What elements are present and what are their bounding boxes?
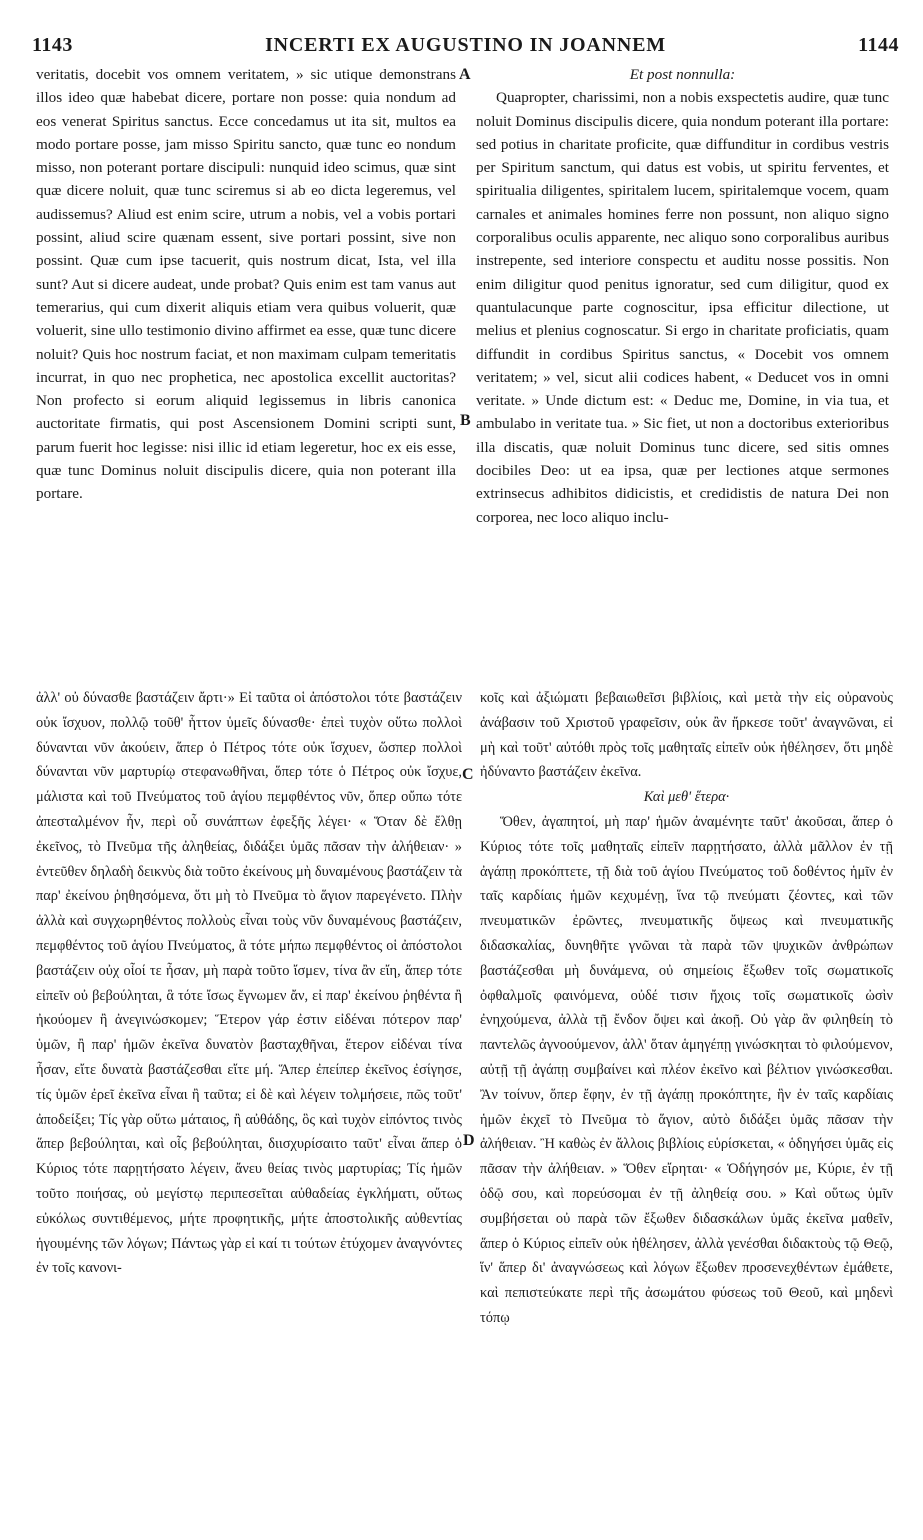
page-number-left: 1143 <box>32 34 73 56</box>
greek-column-right <box>480 686 893 1331</box>
margin-marker-d: D <box>463 1132 475 1149</box>
greek-column-left <box>36 686 462 1281</box>
latin-right-text: Quapropter, charissimi, non a nobis exspectetis audire, quæ tunc noluit Dominus discipulis dicere, quia nondum poterant illa portare: sed potius in charitate proficite, quæ diffunditur in cordibus vestris per Spiritum sanctum, qui datus est vobis, ut spiritu ferventes, et spiritualia diligentes, spiritalem lucem, spiritalemque vocem, quam carnales et animales homines ferre non possunt, non aliquo signo corporalibus oculis apparente, nec aliquo sono corporalibus auribus instrepente, sed interiore conspectu et auditu nosse possitis. Non enim diligitur quod penitus ignoratur, sed cum diligitur, quod ex quantulacunque parte cognoscitur, ipsa efficitur dilectione, ut melius et plenius cognoscatur. Si ergo in charitate proficiatis, quam diffundit in cordibus Spiritus sanctus, « Docebit vos omnem veritatem; » vel, sicut alii codices habent, « Deducet vos in omni veritate. » Unde dictum est: « Deduc me, Domine, in via tua, et ambulabo in veritate tua. » Sic fiet, ut non a doctoribus exterioribus illa discatis, quæ noluit Dominus tunc dicere, sed sitis omnes docibiles Deo: ut ea ipsa, quæ per lectiones atque sermones extrinsecus adhibitos didicistis, et credidistis de natura Dei non corporea, nec loco aliquo inclu- <box>476 89 889 526</box>
page-number-right: 1144 <box>858 34 899 56</box>
greek-left-text: ἀλλ' οὐ δύνασθε βαστάζειν ἄρτι·» Εἰ ταῦτα οἱ ἀπόστολοι τότε βαστάζειν οὐκ ἴσχυον, πολλῷ τοῦθ' ἧττον ὑμεῖς δύνασθε· ἐπεὶ τυχὸν οὕτω πολλοὶ δύνανται νῦν ἀκούειν, ἅπερ ὁ Πέτρος τότε οὐκ ἴσχυεν, ὥσπερ πολλοὶ δύνανται νῦν μαρτυρίῳ στεφανωθῆναι, ὅπερ τότε ὁ Πέτρος οὐκ ἴσχυε, μάλιστα καὶ τοῦ Πνεύματος τοῦ ἁγίου πεμφθέντος νῦν, ὅπερ οὔπω τότε ἀπεσταλμένον ἦν, περὶ οὗ συνάπτων ἐφεξῆς λέγει· « Ὅταν δὲ ἔλθῃ ἐκεῖνος, τὸ Πνεῦμα τῆς ἀληθείας, διδάξει ὑμᾶς πᾶσαν τὴν ἀλήθειαν· » ἐντεῦθεν δηλαδὴ δεικνὺς διὰ τοῦτο ἐκείνους μὴ δυναμένους βαστάζειν τὰ παρ' ἐκείνου ῥηθησόμενα, ὅτι μὴ τὸ Πνεῦμα τὸ ἅγιον παρεγένετο. Πλὴν ἀλλὰ καὶ συγχωρηθέντος πολλοὺς εἶναι τοὺς νῦν δυναμένους βαστάζειν, πεμφθέντος τοῦ ἁγίου Πνεύματος, ἃ τότε μήπω πεμφθέντος οἱ ἀπόστολοι βαστάζειν οὐχ οἷοί τε ἦσαν, μὴ παρὰ τοῦτο ἴσμεν, τίνα ἂν εἴη, ἅπερ τότε εἰπεῖν οὐ βεβούληται, ἃ τότε ἴσως ἔγνωμεν ἄν, εἰ παρ' ἐκείνου ῥηθέντα ἢ ἠκούομεν ἢ ἀνεγινώσκομεν; Ἕτερον γάρ ἐστιν εἰδέναι πότερον παρ' ὑμῶν, ἢ παρ' ἡμῶν ἐκεῖνα δυνατὸν βασταχθῆναι, ἕτερον εἰδέναι τίνα ἦσαν, εἴτε δυνατὰ βαστάζεσθαι εἴτε μή. Ἅπερ ἐπείπερ ἐκεῖνος ἐσίγησε, τίς ὑμῶν ἐρεῖ ἐκεῖνα εἶναι ἢ ταῦτα; εἰ δὲ καὶ λέγειν τολμήσειε, πῶς τοῦτ' ἀποδείξει; Τίς γὰρ οὕτω μάταιος, ἢ αὐθάδης, ὃς καὶ τυχὸν εἰπόντος τινὸς ἅπερ βεβούληται, καὶ οἷς βεβούληται, διισχυρίσαιτο ταῦτ' εἶναι ἅπερ ὁ Κύριος τότε παρῃτήσατο λέγειν, ἄνευ θείας τινὸς μαρτυρίας; Τίς ἡμῶν τοῦτο ποιήσας, οὐ μεγίστῳ περιπεσεῖται αὐθαδείας ἐγκλήματι, οὔτως εὐκόλως συντιθέμενος, μήτε προφητικῆς, μήτε ἀποστολικῆς αὐθεντίας ἡγουμένης τῶν λόγων; Πάντως γὰρ εἰ καί τι τούτων ἐτύχομεν ἀναγνόντες ἐν τοῖς κανονι- <box>36 690 462 1277</box>
greek-right-continuation: κοῖς καὶ ἀξιώματι βεβαιωθεῖσι βιβλίοις, καὶ μετὰ τὴν εἰς οὐρανοὺς ἀνάβασιν τοῦ Χριστοῦ γραφεῖσιν, οὐκ ἂν ἤρκεσε τοῦτ' ἀναγνῶναι, εἰ μὴ καὶ τοῦτ' αὐτόθι πρὸς τοῖς μαθηταῖς εἰπεῖν οὐκ ἠθέλησεν, ὅτι μηδὲ ἠδύναντο βαστάζειν ἐκεῖνα. <box>480 690 893 781</box>
running-title: INCERTI EX AUGUSTINO IN JOANNEM <box>265 34 666 56</box>
margin-marker-b: B <box>460 412 471 429</box>
latin-right-heading: Et post nonnulla: <box>629 66 736 83</box>
greek-right-text: Ὅθεν, ἀγαπητοί, μὴ παρ' ἡμῶν ἀναμένητε ταῦτ' ἀκοῦσαι, ἅπερ ὁ Κύριος τότε τοῖς μαθηταῖς εἰπεῖν παρῃτήσατο, ἀλλὰ μᾶλλον ἐν τῇ ἀγάπῃ προκόπτετε, τῇ διὰ τοῦ ἁγίου Πνεύματος τοῦ δοθέντος ἡμῖν ἐν ταῖς καρδίαις ἡμῶν κεχυμένῃ, ἵνα τῷ πνεύματι ζέοντες, καὶ τῶν πνευματικῶν ἐρῶντες, πνευματικῆς ὄψεως καὶ πνευματικῆς διδασκαλίας, δυνηθῆτε γνῶναι τὰ παρὰ τῶν ψυχικῶν ἀνθρώπων βαστάζεσθαι μὴ δυνάμενα, οὐ σημείοις ἔξωθεν τοῖς σωματικοῖς ὀφθαλμοῖς φαινόμενα, οὐδέ τισιν ἤχοις τοῖς σωματικοῖς ὠσὶν ἐνηχούμενα, ἀλλὰ τῇ ἔνδον ὄψει καὶ ἀκοῇ. Οὐ γὰρ ἂν φιληθείη τὸ παντελῶς ἀγνοούμενον, ἀλλ' ὅταν ἁμηγέπῃ γινώσκηται τὸ φιλούμενον, αὐτῇ τῇ ἀγάπῃ συμβαίνει καὶ πλέον ἐκεῖνο καὶ βέλτιον γινώσκεσθαι. Ἂν τοίνυν, ὅπερ ἔφην, ἐν τῇ ἀγάπῃ προκόπτητε, ἣν ἐν ταῖς καρδίαις ἡμῶν ἐκχεῖ τὸ Πνεῦμα τὸ ἅγιον, αὐτὸ διδάξει ὑμᾶς πᾶσαν τὴν ἀλήθειαν. Ἢ καθὼς ἐν ἄλλοις βιβλίοις εὑρίσκεται, « ὁδηγήσει ὑμᾶς εἰς πᾶσαν τὴν ἀλήθειαν. » Ὅθεν εἴρηται· « Ὁδήγησόν με, Κύριε, ἐν τῇ ὁδῷ σου, καὶ πορεύσομαι ἐν τῇ ἀληθείᾳ σου. » Καὶ οὕτως ὑμῖν συμβήσεται οὐ παρὰ τῶν ἔξωθεν διδασκάλων ὑμᾶς ἐκεῖνα μαθεῖν, ἅπερ ὁ Κύριος εἰπεῖν οὐκ ἠθέλησεν, ἀλλὰ γενέσθαι διδακτοὺς τῷ Θεῷ, ἵν' ἅπερ δι' ἀναγνώσεως καὶ λόγων ἔξωθεν προσενεχθέντων ἐμάθετε, καὶ πεπιστεύκατε περὶ τῆς ἀσωμάτου φύσεως τοῦ Θεοῦ, καὶ μηδενὶ τόπῳ <box>480 813 893 1326</box>
greek-right-heading: Καὶ μεθ' ἕτερα· <box>643 789 730 806</box>
latin-column-right <box>476 63 889 529</box>
latin-column-left <box>36 63 456 506</box>
margin-marker-c: C <box>462 766 474 783</box>
latin-left-text: veritatis, docebit vos omnem veritatem, » sic utique demonstrans illos ideo quæ habebat dicere, portare non posse: quia nondum ad eos venerat Spiritus sanctus. Ecce concedamus ut ita sit, multos ea modo portare posse, jam misso Spiritu sancto, quæ tunc eo nondum misso, non poterant portare discipuli: nunquid ideo scimus, quæ sint quæ dicere noluit, quæ tunc sciremus si ab eo dicta legeremus, vel audissemus? Aliud est enim scire, utrum a nobis, vel a vobis portari possint, aliud scire quænam essent, sive portari possint, sive non possint. Quæ cum ipse tacuerit, quis nostrum dicat, Ista, vel illa sunt? Aut si dicere audeat, unde probat? Quis enim est tam vanus aut temerarius, qui cum dixerit aliquis etiam vera quibus voluerit, quæ voluerit, sine ullo testimonio divino affirmet ea esse, quæ tunc dicere noluit? Quis hoc nostrum faciat, et non maximam culpam temeritatis incurrat, in quo nec prophetica, nec apostolica excellit auctoritas? Non profecto si eorum aliquid legissemus in libris canonica auctoritate firmatis, qui post Ascensionem Domini scripti sunt, parum fuerit hoc legisse: nisi illic id etiam legeretur, hoc ex eis esse, quæ tunc Dominus noluit discipulis dicere, quia non poterant illa portare. <box>36 66 456 503</box>
margin-marker-a: A <box>459 66 471 83</box>
page-header <box>32 34 899 60</box>
